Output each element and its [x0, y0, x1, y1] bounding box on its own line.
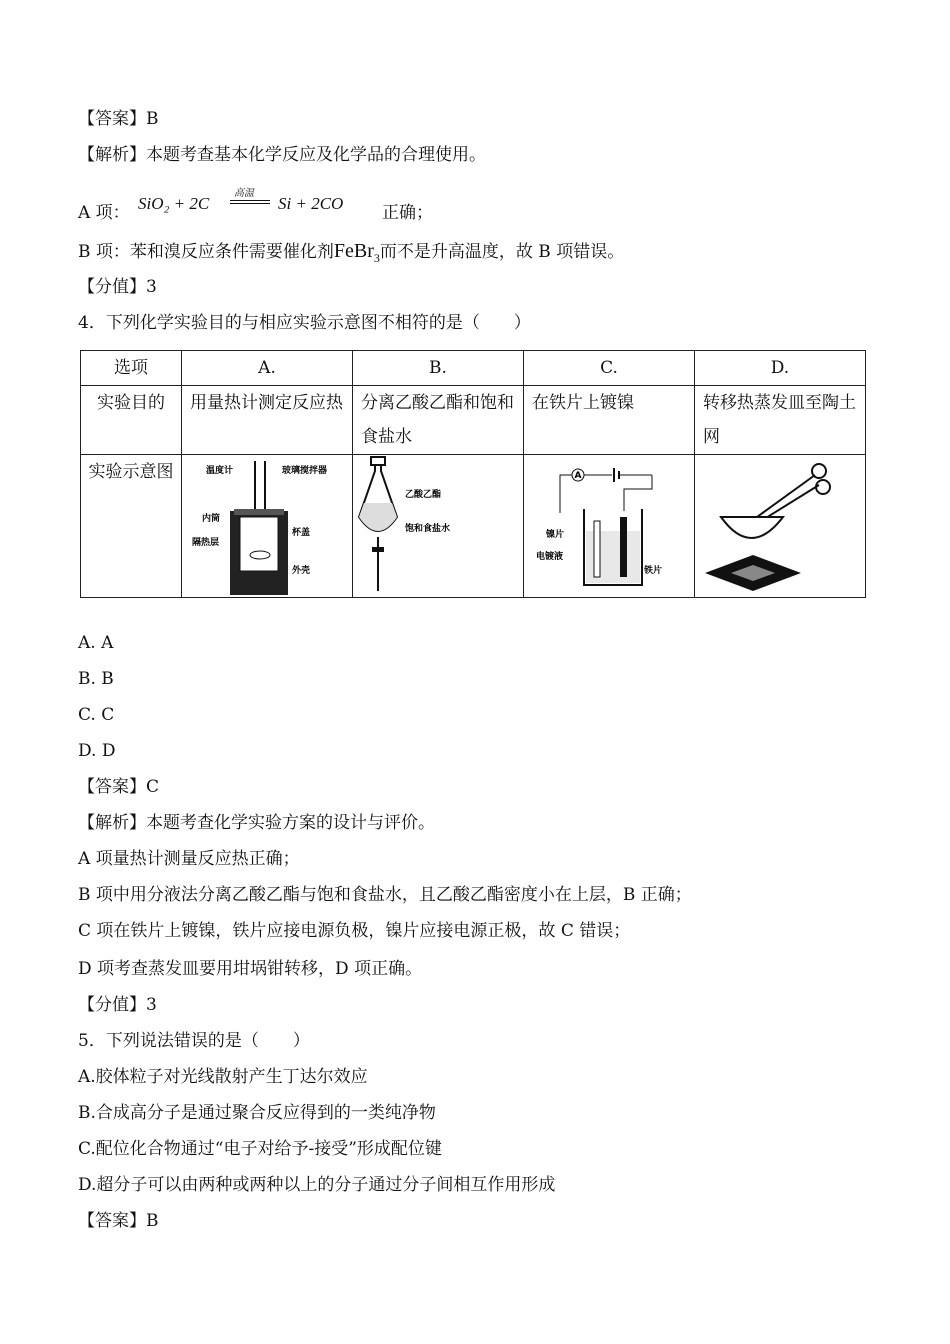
q5-option-d: D.超分子可以由两种或两种以上的分子通过分子间相互作用形成	[78, 1175, 556, 1195]
purpose-cell-b: 分离乙酸乙酯和饱和食盐水	[353, 386, 524, 455]
table-row-diagram	[81, 455, 866, 598]
q5-option-c: C.配位化合物通过“电子对给予-接受”形成配位键	[78, 1139, 442, 1159]
q3-item-a-prefix: A 项：	[78, 203, 130, 223]
label-ethyl-acetate: 乙酸乙酯	[405, 490, 442, 500]
q4-option-b: B. B	[78, 669, 114, 689]
label-iron: 铁片	[644, 566, 663, 576]
q5-answer: 【答案】B	[78, 1211, 159, 1231]
row-label: 实验示意图	[81, 455, 182, 598]
q4-option-a: A. A	[78, 633, 114, 653]
q4-option-c: C. C	[78, 705, 115, 725]
q4-stem: 4．下列化学实验目的与相应实验示意图不相符的是（ ）	[78, 313, 531, 333]
q3-answer: 【答案】B	[78, 109, 159, 129]
table-header-cell: B.	[353, 351, 524, 386]
table-header-row	[81, 351, 866, 386]
purpose-cell-c: 在铁片上镀镍	[524, 386, 695, 455]
catalyst-formula: FeBr$_3$	[333, 240, 380, 265]
q4-line-a: A 项量热计测量反应热正确；	[78, 849, 300, 869]
q3-score: 【分值】3	[78, 277, 157, 297]
ammeter-label: A	[574, 471, 582, 481]
purpose-cell-a: 用量热计测定反应热	[182, 386, 353, 455]
q4-answer: 【答案】C	[78, 777, 160, 797]
label-brine: 饱和食盐水	[405, 524, 451, 534]
label-shell: 外壳	[292, 566, 311, 576]
q5-stem: 5．下列说法错误的是（ ）	[78, 1031, 310, 1051]
q4-line-c: C 项在铁片上镀镍，铁片应接电源负极，镍片应接电源正极，故 C 错误；	[78, 921, 631, 941]
q5-option-a: A.胶体粒子对光线散射产生丁达尔效应	[78, 1067, 368, 1087]
q4-line-b: B 项中用分液法分离乙酸乙酯与饱和食盐水，且乙酸乙酯密度小在上层，B 正确；	[78, 885, 692, 905]
table-header-cell: A.	[182, 351, 353, 386]
diagram-evaporating-dish	[694, 455, 865, 598]
q3-item-a-suffix: 正确；	[382, 203, 433, 223]
table-header-cell: 选项	[81, 351, 182, 386]
diagram-calorimeter	[182, 455, 353, 598]
diagram-electroplating	[524, 455, 695, 598]
q3-analysis: 【解析】本题考查基本化学反应及化学品的合理使用。	[78, 145, 486, 165]
table-row-purpose	[81, 386, 866, 455]
table-header-cell: C.	[524, 351, 695, 386]
q4-score: 【分值】3	[78, 995, 157, 1015]
label-nickel: 镍片	[546, 530, 565, 540]
equation-condition-arrow	[230, 184, 270, 214]
row-label: 实验目的	[81, 386, 182, 455]
label-plating-solution: 电镀液	[536, 552, 564, 562]
label-insulation: 隔热层	[192, 538, 220, 548]
q4-table	[80, 350, 866, 598]
q3-item-b	[78, 240, 624, 269]
q3-item-b-suffix: 而不是升高温度，故 B 项错误。	[379, 242, 625, 262]
table-header-cell: D.	[694, 351, 865, 386]
q5-option-b: B.合成高分子是通过聚合反应得到的一类纯净物	[78, 1103, 436, 1123]
label-thermometer: 温度计	[206, 466, 234, 476]
equation-left: SiO₂ + 2C	[138, 194, 210, 213]
label-lid: 杯盖	[292, 528, 311, 538]
q4-line-d: D 项考查蒸发皿要用坩埚钳转移，D 项正确。	[78, 959, 423, 979]
diagram-separatory-funnel	[353, 455, 524, 598]
q4-analysis: 【解析】本题考查化学实验方案的设计与评价。	[78, 813, 435, 833]
q3-item-b-prefix: B 项：苯和溴反应条件需要催化剂	[78, 242, 334, 262]
equation-right: Si + 2CO	[278, 194, 344, 213]
q4-option-d: D. D	[78, 741, 116, 761]
purpose-cell-d: 转移热蒸发皿至陶土网	[694, 386, 865, 455]
label-stirrer: 玻璃搅拌器	[282, 466, 328, 476]
label-inner-cup: 内筒	[202, 514, 221, 524]
equation-condition: 高温	[234, 188, 254, 199]
